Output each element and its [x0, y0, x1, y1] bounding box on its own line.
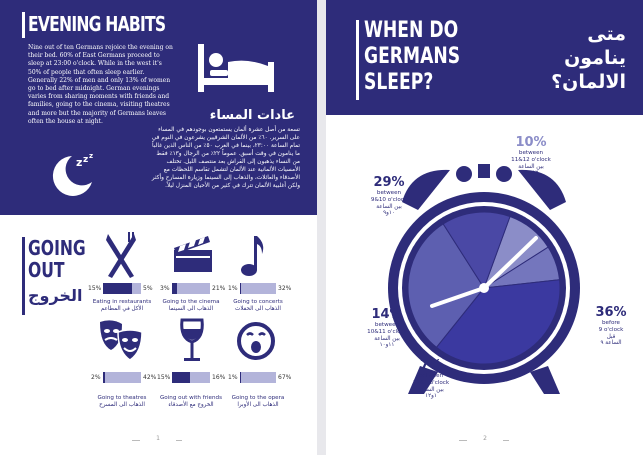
page-number-left: 1 — [156, 435, 160, 442]
moon-zzz-icon — [48, 150, 100, 198]
pct-right-cinema: 21% — [212, 285, 226, 292]
fork-knife-icon — [104, 232, 138, 278]
caption-ar: الذهاب الى السينما — [168, 306, 214, 312]
pct-right-theatres: 42% — [143, 374, 157, 381]
caption-ar: الأكل في المطاعم — [100, 306, 144, 312]
right-page — [326, 0, 643, 455]
left-knob — [456, 166, 472, 182]
pct-12-1: 7% — [419, 358, 443, 373]
top-stem — [478, 164, 490, 178]
pct-11-12: 10% — [515, 135, 547, 150]
going-out-line1: GOING — [28, 236, 86, 260]
pct-left-cinema: 3% — [160, 285, 170, 292]
ar2: ١و١٢ — [425, 393, 437, 400]
pct-left-theatres: 2% — [91, 374, 101, 381]
caption-en: Going to concerts — [233, 299, 283, 305]
arabic-paragraph: تسعة من أصل عشرة ألمان يستمتعون بوجودهم في المساء على السرير. ٦٠٪ من الألمان الشرقيين يشرعون في النوم في تمام الساعة ٢٣:٠٠، بينما في الغرب ٥٠٪ من الناس الذين غالباً ما ينامون في وقت أسبق. عموماً ٢٢٪ من الرجال و١٣٪ فقط من النساء يذهبون إلى الفراش بعد منتصف الليل. تختلف الأمسيات الألمانية عند الألمان لتشمل تقاسم اللحظات مع الأصدقاء والعائلات، والذهاب إلى السينما وزيارة المسارح وأكثر ولكن أغلبية الألمان تترك في كثير من الأحيان المنزل ليلاً. — [151, 127, 300, 189]
caption-en: Going to the opera — [231, 395, 285, 401]
en1: between — [374, 322, 400, 328]
en2: 9&10 o'clock — [370, 196, 408, 203]
en1: before — [601, 320, 620, 326]
going-out-arabic: الخروج — [28, 286, 83, 305]
caption-ar: الذهاب الى الأوبرا — [237, 402, 279, 408]
en2: 12&1 o'clock — [412, 379, 450, 386]
caption-opera — [218, 395, 298, 409]
ar1: بين الساعة — [418, 386, 444, 393]
ar1: قبل — [606, 333, 616, 340]
arabic-line2: ينامون — [564, 47, 626, 69]
label-11-12 — [506, 135, 556, 177]
right-heading-bar — [356, 20, 359, 100]
pct-right-concerts: 32% — [278, 285, 292, 292]
bar-opera — [240, 372, 276, 383]
ar1: بين الساعة — [376, 203, 402, 210]
music-note-icon — [240, 234, 266, 278]
pct-right-restaurants: 5% — [143, 285, 153, 292]
heading-line3: SLEEP? — [364, 70, 434, 95]
pct-9-10: 29% — [373, 175, 405, 190]
going-out-bar — [22, 237, 25, 315]
caption-ar: الذهاب الى المسرح — [99, 402, 145, 408]
going-out-heading — [28, 237, 86, 281]
going-out-line2: OUT — [28, 258, 65, 282]
ar1: بين الساعة — [374, 335, 400, 342]
hand-pivot — [479, 283, 489, 293]
arabic-title — [516, 22, 626, 94]
pct-before-9: 36% — [595, 305, 627, 320]
arabic-line1: متى — [587, 23, 626, 45]
right-leg — [530, 366, 560, 394]
theatre-masks-icon — [98, 318, 144, 362]
pct-right-opera: 67% — [278, 374, 292, 381]
ar1: بين الساعة — [518, 163, 544, 170]
bar-friends — [172, 372, 210, 383]
pct-left-restaurants: 15% — [88, 285, 102, 292]
bar-concerts — [240, 283, 276, 294]
bar-theatres — [103, 372, 141, 383]
en2: 9 o'clock — [598, 326, 624, 333]
pct-10-11: 14% — [371, 307, 403, 322]
left-page — [0, 0, 317, 455]
caption-theatres — [82, 395, 162, 409]
ar2: ١١و١٠ — [379, 342, 395, 349]
svg-text:z: z — [83, 155, 89, 165]
caption-en: Going to the cinema — [162, 299, 220, 305]
clapperboard-icon — [172, 232, 214, 274]
caption-en: Going out with friends — [159, 395, 223, 401]
when-do-germans-sleep-heading — [364, 18, 460, 96]
en2: 11&12 o'clock — [511, 156, 551, 163]
en2: 10&11 o'clock — [367, 328, 407, 335]
caption-concerts — [218, 299, 298, 313]
sleeping-bed-icon — [196, 38, 276, 96]
heading-line2: GERMANS — [364, 44, 461, 69]
heading-bar — [22, 12, 25, 38]
bar-cinema — [172, 283, 210, 294]
singing-face-icon — [236, 320, 276, 362]
en1: between — [518, 150, 544, 156]
svg-text:z: z — [76, 156, 83, 169]
pct-right-friends: 16% — [212, 374, 226, 381]
label-12-1 — [406, 358, 456, 400]
wine-glass-icon — [178, 318, 206, 364]
pct-left-concerts: 1% — [228, 285, 238, 292]
ar2: ١٢و١١ — [523, 170, 539, 177]
label-before-9 — [586, 305, 636, 347]
pct-left-opera: 1% — [228, 374, 238, 381]
evening-habits-heading: EVENING HABITS — [28, 12, 166, 36]
caption-en: Going to theatres — [97, 395, 147, 401]
pct-left-friends: 15% — [157, 374, 171, 381]
svg-text:z: z — [89, 152, 94, 160]
bar-restaurants — [103, 283, 141, 294]
heading-line1: WHEN DO — [364, 18, 459, 43]
caption-restaurants — [82, 299, 162, 313]
label-10-11 — [362, 307, 412, 349]
arabic-line3: الالمان؟ — [551, 71, 626, 93]
page-number-right: 2 — [483, 435, 487, 442]
arabic-heading: عادات المساء — [209, 108, 295, 123]
caption-ar: الذهاب الى الحفلات — [235, 306, 281, 312]
en1: between — [418, 373, 444, 379]
ar2: ١٠و٩ — [383, 210, 395, 217]
caption-en: Eating in restaurants — [92, 299, 152, 305]
label-9-10 — [364, 175, 414, 217]
ar2: الساعة ٩ — [600, 340, 622, 347]
caption-ar: الخروج مع الأصدقاء — [168, 402, 214, 408]
english-paragraph: Nine out of ten Germans rejoice the evening on their bed. 60% of East Germans proceed to sleep at 23:00 o'clock. While in the west it's 50% of people that often sleep earlier. Generally 22% of men and only 13% of women go to bed after midnight. German evenings varies from sharing moments with friends and families, going to the cinema, visiting theatres and more but the majority of Germans leaves often the house at night. — [28, 44, 173, 125]
en1: between — [376, 190, 402, 196]
